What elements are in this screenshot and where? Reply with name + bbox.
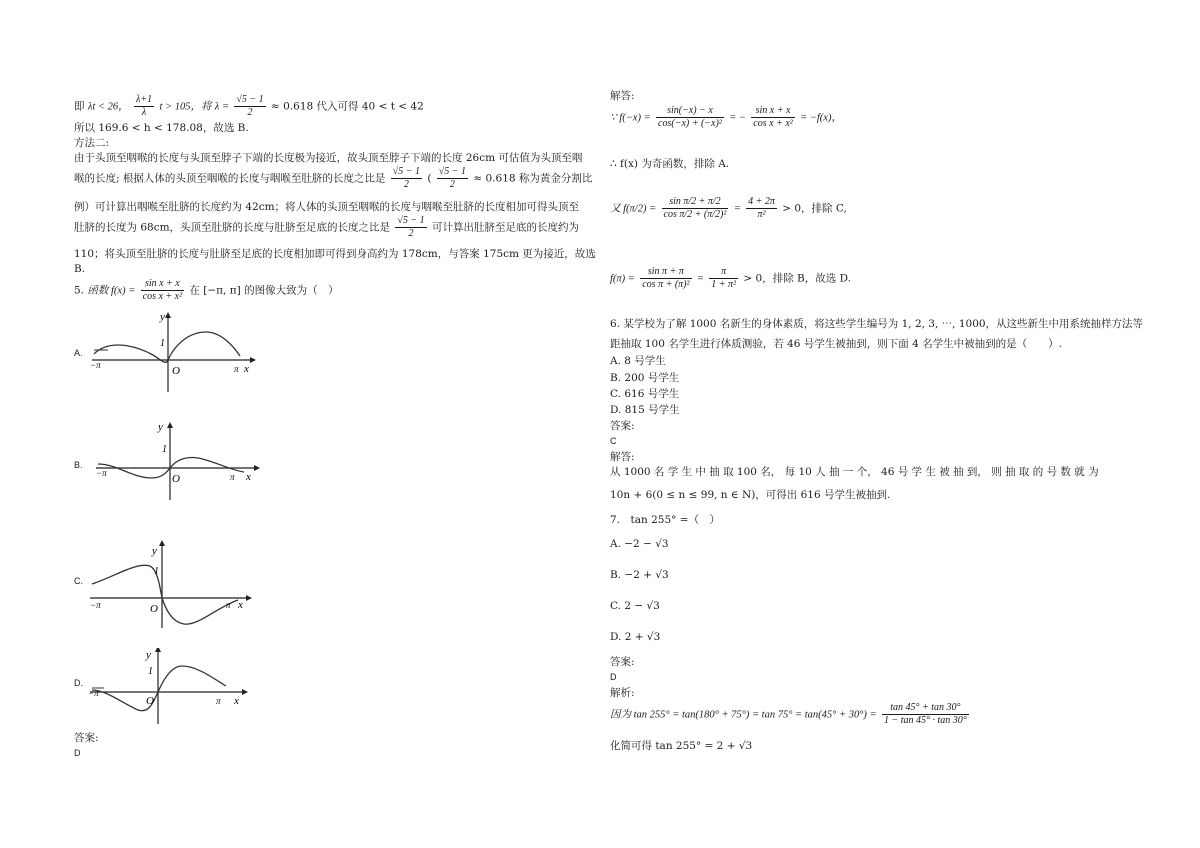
svg-text:−π: −π: [88, 688, 99, 698]
q7-solution-1: 因为 tan 255° = tan(180° + 75°) = tan 75° = tan(45° + 30°) = $\frac{\tan 45^\circ + \tan 30^\circ}{1 - \tan 45^\circ \cdot \tan 30^\circ}$: [610, 702, 967, 726]
question-5: 5. 函数 f(x) = $\frac{\text{sin x + x}}{\text{cos x + x²}}$ 在 [−π, π] 的图像大致为（ ）: [74, 278, 339, 302]
line-3: 方法二:: [74, 137, 110, 149]
para-c: 例）可计算出咽喉至肚脐的长度约为 42cm；将人体的头顶至咽喉的长度与咽喉至肚脐的长度相加可得头顶至: [74, 201, 580, 213]
svg-text:π: π: [226, 600, 231, 610]
option-d-label: D.: [74, 678, 83, 688]
q7-answer-value: D: [610, 672, 617, 682]
svg-text:y: y: [158, 421, 163, 433]
fraction: $\frac{\pi}{\text{1 + π²}}$: [711, 266, 737, 290]
svg-text:y: y: [152, 545, 157, 557]
q7-option-d: D. 2 + √3: [610, 631, 661, 643]
svg-text:−π: −π: [90, 360, 101, 370]
para-a: 由于头顶至咽喉的长度与头顶至脖子下端的长度极为接近，故头顶至脖子下端的长度 26cm 可估值为头顶至咽: [74, 152, 583, 164]
svg-text:y: y: [160, 311, 165, 323]
solution-line-4: f(π) = $\frac{\text{sin π + π}}{\text{cos π + (π)²}}$ = $\frac{\pi}{\text{1 + π²}}$ > 0，排除 B，故选 D.: [610, 266, 851, 290]
q6-jieda-label: 解答:: [610, 451, 635, 463]
fraction: $\frac{√5 - 1}{2}$: [392, 166, 420, 190]
q7-solution-2: 化简可得 tan 255° = 2 + √3: [610, 740, 753, 752]
q6-solution-1: 从 1000 名 学 生 中 抽 取 100 名， 每 10 人 抽 一 个， 46 号 学 生 被 抽 到， 则 抽 取 的 号 数 就 为: [610, 466, 1099, 478]
graph-option-b: [92, 420, 262, 505]
q7-option-b: B. −2 + √3: [610, 569, 669, 581]
fraction: $\frac{√5 - 1}{2}$: [397, 215, 425, 239]
q7-jiexi-label: 解析:: [610, 687, 635, 699]
graph-option-a: [88, 310, 258, 395]
q6-option-d: D. 815 号学生: [610, 404, 680, 416]
fraction: $\frac{\text{sin π/2 + π/2}}{\text{cos π/2 + (π/2)²}}$: [663, 196, 727, 220]
para-f: B.: [74, 263, 86, 275]
fraction: $\frac{4 + 2\pi}{\text{π²}}$: [748, 196, 775, 220]
svg-text:1: 1: [154, 566, 159, 577]
svg-text:O: O: [150, 603, 158, 615]
para-b: 喉的长度; 根据人体的头顶至咽喉的长度与咽喉至肚脐的长度之比是 $\frac{√5 - 1}{2}$ ( $\frac{√5 - 1}{2}$ ≈ 0.618 称为黄金分割比: [74, 166, 593, 190]
q6-option-a: A. 8 号学生: [610, 355, 666, 367]
q6-answer-label: 答案:: [610, 420, 635, 432]
solution-line-2: ∴ f(x) 为奇函数，排除 A.: [610, 158, 730, 170]
svg-text:x: x: [238, 599, 243, 611]
svg-text:O: O: [146, 695, 154, 707]
fraction: $\frac{\text{sin π + π}}{\text{cos π + (π)²}}$: [642, 266, 690, 290]
right-column: [600, 0, 1200, 848]
para-d: 肚脐的长度为 68cm，头顶至肚脐的长度与肚脐至足底的长度之比是 $\frac{√5 - 1}{2}$ 可计算出肚脐至足底的长度约为: [74, 215, 579, 239]
svg-text:−π: −π: [90, 600, 101, 610]
question-6-line-2: 距抽取 100 名学生进行体质测验，若 46 号学生被抽到，则下面 4 名学生中被抽到的是（ ）.: [610, 338, 1062, 350]
q6-option-c: C. 616 号学生: [610, 388, 680, 400]
answer-value: D: [74, 748, 81, 758]
fraction: $\frac{\text{sin x + x}}{\text{cos x + x²}}$: [753, 105, 793, 129]
jieda-label: 解答:: [610, 90, 635, 102]
solution-line-3: 又 f(π/2) = $\frac{\text{sin π/2 + π/2}}{\text{cos π/2 + (π/2)²}}$ = $\frac{4 + 2\pi}{\text{π²}}$ > 0，排除 C,: [610, 196, 847, 220]
svg-text:x: x: [246, 471, 251, 483]
solution-line-1: ∵ f(−x) = $\frac{\sin(-x) - x}{\text{cos(−x) + (−x)²}}$ = − $\frac{\text{sin x + x}}{\text{cos x + x²}}$ = −f(x)，: [610, 105, 842, 129]
answer-label: 答案:: [74, 732, 99, 744]
q7-answer-label: 答案:: [610, 656, 635, 668]
fraction: $\frac{\tan 45^\circ + \tan 30^\circ}{1 - \tan 45^\circ \cdot \tan 30^\circ}$: [883, 702, 967, 726]
svg-text:−π: −π: [96, 468, 107, 478]
option-a-label: A.: [74, 348, 83, 358]
option-b-label: B.: [74, 460, 83, 470]
fraction: $\frac{\text{sin x + x}}{\text{cos x + x²}}$: [142, 278, 183, 302]
question-6-line-1: 6. 某学校为了解 1000 名新生的身体素质，将这些学生编号为 1, 2, 3, ⋯, 1000，从这些新生中用系统抽样方法等: [610, 318, 1144, 330]
question-7: 7. tan 255° =（ ）: [610, 514, 721, 526]
fraction: $\frac{\sin(-x) - x}{\text{cos(−x) + (−x)²}}$: [658, 105, 722, 129]
svg-text:O: O: [172, 365, 180, 377]
para-e: 110；将头顶至肚脐的长度与肚脐至足底的长度相加即可得到身高约为 178cm，与答案 175cm 更为接近，故选: [74, 248, 596, 260]
line-2: 所以 169.6 < h < 178.08，故选 B.: [74, 122, 249, 134]
q6-answer-value: C: [610, 436, 617, 446]
svg-text:x: x: [234, 695, 239, 707]
svg-text:x: x: [244, 363, 249, 375]
graph-option-c: [86, 540, 256, 630]
svg-text:1: 1: [162, 444, 167, 455]
q7-option-a: A. −2 − √3: [610, 538, 669, 550]
svg-text:O: O: [172, 473, 180, 485]
q6-solution-2: 10n + 6(0 ≤ n ≤ 99, n ∈ N)，可得出 616 号学生被抽到.: [610, 489, 891, 501]
q6-option-b: B. 200 号学生: [610, 372, 680, 384]
svg-text:π: π: [216, 696, 221, 706]
option-c-label: C.: [74, 576, 83, 586]
svg-text:π: π: [230, 472, 235, 482]
graph-option-d: [86, 648, 256, 726]
svg-text:y: y: [146, 649, 151, 661]
svg-text:1: 1: [148, 666, 153, 677]
fraction: $\frac{\lambda+1}{\lambda}$: [136, 94, 153, 118]
svg-text:1: 1: [160, 338, 165, 349]
line-1: 即 λt < 26， $\frac{\lambda+1}{\lambda}$ t > 105，将 λ = $\frac{√5 - 1}{2}$ ≈ 0.618 代入可得 40 < t < 42: [74, 94, 424, 118]
svg-text:π: π: [234, 364, 239, 374]
fraction: $\frac{√5 - 1}{2}$: [438, 166, 467, 190]
q7-option-c: C. 2 − √3: [610, 600, 660, 612]
fraction: $\frac{√5 - 1}{2}$: [236, 94, 264, 118]
